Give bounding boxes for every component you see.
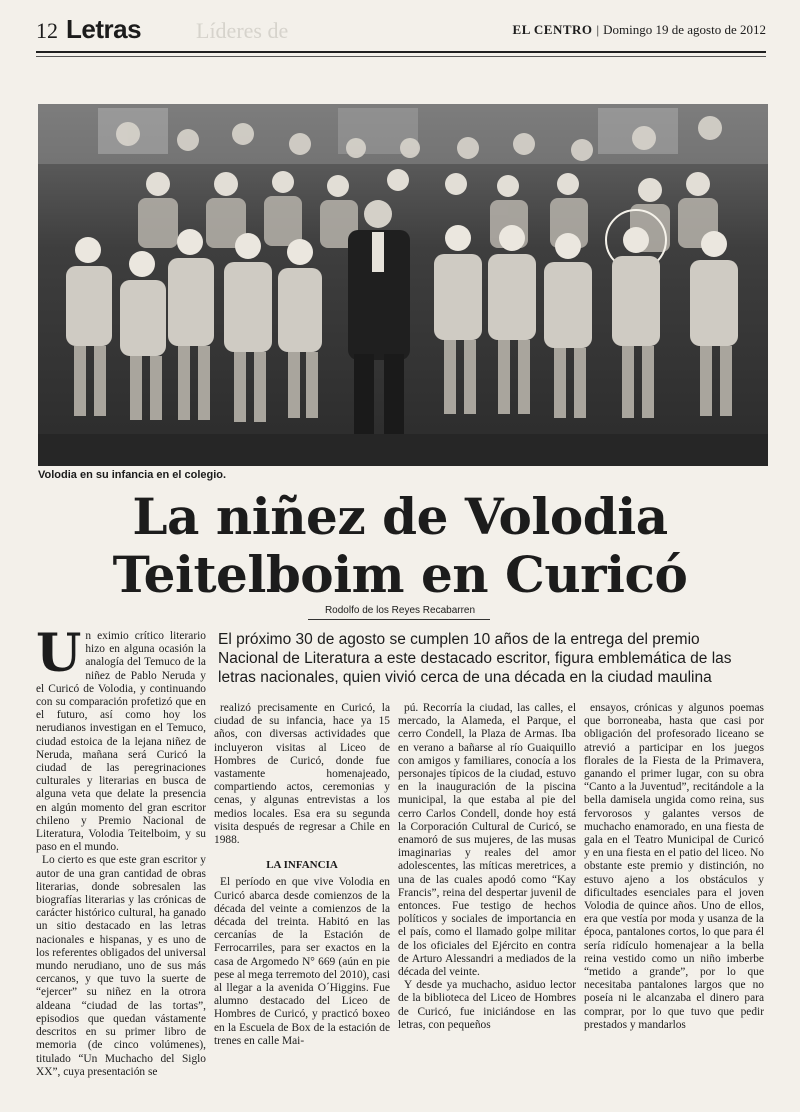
page-number: 12 xyxy=(36,18,58,43)
column-1-paragraph-1: n eximio crítico literario hizo en alguna ocasión la analogía del Temuco de la niñez de Pablo Neruda y el Curicó de Volodia, y continuando con su comparación profetizó que en el futuro, así como hoy los nerudianos investigan en el Temuco, ciudad estoica de la lejana niñez de Neruda, mañana será Curicó la ciudad de las peregrinaciones culturales y literarias en busca de alguna veta que delate la presencia en algún momento del gran escritor chileno y Premio Nacional de Literatura, Volodia Teitelboim, y su paso en el mundo. xyxy=(36,630,206,854)
article-column-2 xyxy=(214,702,390,1048)
page-header xyxy=(36,16,766,56)
headline-line-1: La niñez de Volodia xyxy=(132,487,668,546)
bleed-through-text: Líderes de xyxy=(196,18,289,43)
article-byline: Rodolfo de los Reyes Recabarren xyxy=(324,605,476,616)
header-rule-thin xyxy=(36,56,766,57)
article-column-4 xyxy=(584,702,764,1032)
issue-date: Domingo 19 de agosto de 2012 xyxy=(603,22,766,37)
column-2-paragraph-2: El período en que vive Volodia en Curicó abarca desde comienzos de la década del veinte a comienzos de la década del treinta. Habitó en las cercanías de la Estación de Ferrocarriles, para ser exactos en la casa de Argomedo N° 669 (aún en pie pese al mega terremoto del 2010), casi al llegar a la avenida O´Higgins. Fue alumno destacado del Liceo de Hombres de Curicó, y practicó boxeo en la Escuela de Box de la estación de trenes en calle Mai- xyxy=(214,876,390,1047)
section-subhead: LA INFANCIA xyxy=(266,859,338,872)
column-4-paragraph-1: ensayos, crónicas y algunos poemas que borroneaba, hasta que casi por obligación del profesorado liceano se atrevió a participar en los juegos florales de la Fiesta de la Primavera, ganando el primer lugar, con su obra “Canto a la Juventud”, recitándole a la bella damisela ungida como reina, sus fervorosos y galantes versos de muchacho enamorado, en una fiesta de gala en el Teatro Municipal de Curicó y en una fiesta en el patio del liceo. No obstante este premio y distinción, no estuvo ajeno a los obstáculos y dificultades esenciales para el joven Volodia de quince años. Uno de ellos, era que vestía por moda y usanza de la época, pantalones cortos, lo que para él sería ridículo homenajear a la bella reina vestido como un niño imberbe “metido a grande”, por lo que necesitaba pantalones largos que no poseía ni le alcanzaba el dinero para comprar, por lo que tuvo que pedir prestados y mandarlos xyxy=(584,702,764,1031)
column-3-paragraph-2: Y desde ya muchacho, asiduo lector de la biblioteca del Liceo de Hombres de Curicó, fue iniciándose en las letras, con pequeños xyxy=(398,979,576,1031)
headline-line-2: Teitelboim en Curicó xyxy=(112,545,688,604)
column-3-paragraph-1: pú. Recorría la ciudad, las calles, el mercado, la Alameda, el Parque, el cerro Condell, la Plaza de Armas. Iba en verano a bañarse al río Guaiquillo con amigos y familiares, conocía a los personajes típicos de la ciudad, estuvo en la inauguración de la piscina municipal, la que estaba al pie del cerro Carlos Condell, donde hoy está la Corporación Cultural de Curicó, se enamoró de sus mujeres, de las musas imaginarias y reales del amor adolescentes, las míticas meretrices, a una de las cuales apodó como “Kay Francis”, reina del despertar juvenil de entonces. Fue testigo de hechos políticos y sociales de importancia en el país, como el llamado golpe militar de los oficiales del Ejército en contra de Arturo Alessandri a mediados de la década del veinte. xyxy=(398,702,576,979)
header-rule xyxy=(36,51,766,53)
masthead-separator: | xyxy=(596,22,600,37)
column-2-paragraph-1: realizó precisamente en Curicó, la ciudad de su infancia, hace ya 15 años, con diversas actividades que incluyeron visitas al Liceo de Hombres de Curicó, donde fue vastamente homenajeado, compartiendo actos, ceremonias y cenas, y algunas entrevistas a los medios locales. Esa era su segunda visita después de regresar a Chile en 1988. xyxy=(214,702,390,847)
byline-rule xyxy=(308,619,490,620)
class-photo-illustration xyxy=(38,104,768,466)
drop-cap: U xyxy=(36,623,82,684)
article-headline xyxy=(40,488,760,604)
masthead-info xyxy=(513,22,766,38)
column-1-paragraph-2: Lo cierto es que este gran escritor y autor de una gran cantidad de obras literarias, donde sobresalen las biografías literarias y las crónicas de carácter histórico cultural, ha ganado un sitio destacado en las letras nacionales e hispanas, y es uno de los referentes obligados del universal mundo nerudiano, uno de sus más cercanos, y que tuvo la suerte de “ejercer” su niñez en la otrora aldeana “ciudad de las tortas”, episodios que quedan vástamente descritos en su primer libro de memoria (de cinco volúmenes), titulado “Un Muchacho del Siglo XX”, cuya presentación se xyxy=(36,854,206,1078)
article-deck: El próximo 30 de agosto se cumplen 10 años de la entrega del premio Nacional de Literatura a este destacado escritor, figura emblemática de las letras nacionales, quien vivió cerca de una década en la ciudad maulina xyxy=(218,631,732,686)
class-photo xyxy=(38,104,768,466)
section-title: Letras xyxy=(66,14,142,44)
article-column-1 xyxy=(36,623,206,1079)
newspaper-name: EL CENTRO xyxy=(512,22,593,37)
photo-caption: Volodia en su infancia en el colegio. xyxy=(38,469,227,481)
article-column-3 xyxy=(398,702,576,1032)
